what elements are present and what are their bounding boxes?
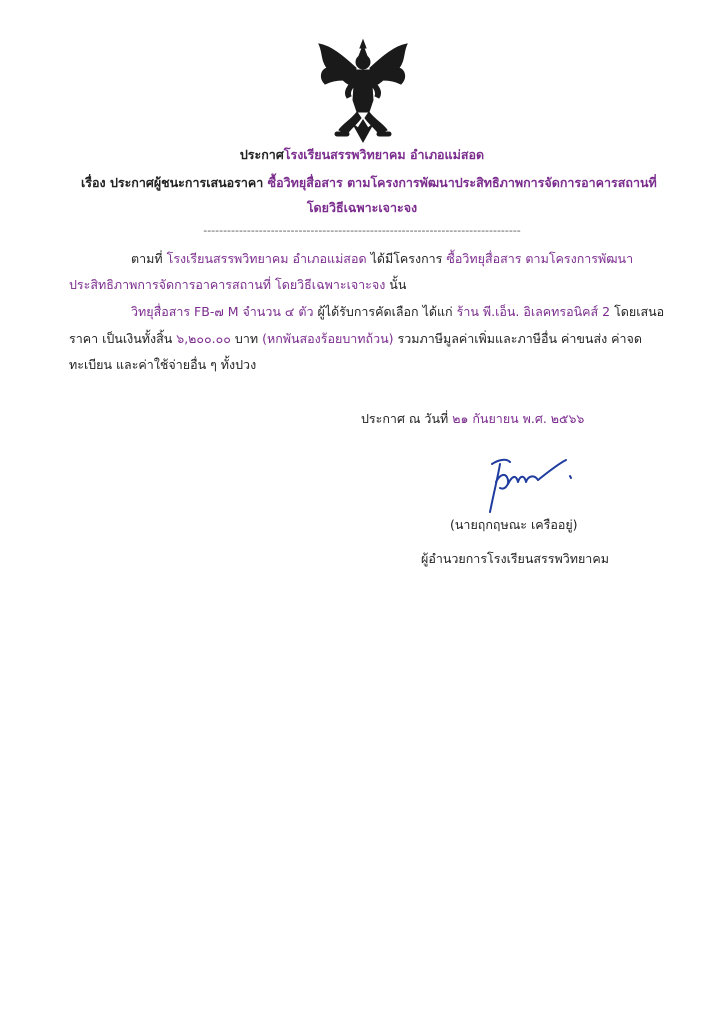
project-subject: ซื้อวิทยุสื่อสาร ตามโครงการพัฒนา: [446, 251, 634, 266]
item-description: วิทยุสื่อสาร FB-๗ M จำนวน ๔ ตัว: [131, 304, 314, 319]
subject-title: ซื้อวิทยุสื่อสาร ตามโครงการพัฒนาประสิทธิภาพการจัดการอาคารสถานที่: [267, 175, 657, 190]
text: ราคา เป็นเงินทั้งสิ้น: [69, 331, 173, 346]
text: บาท: [234, 331, 259, 346]
text: ได้มีโครงการ: [370, 251, 443, 266]
text: ผู้ได้รับการคัดเลือก ได้แก่: [317, 304, 453, 319]
paragraph-1-line-2: [69, 276, 406, 294]
header-line-1: [0, 146, 724, 164]
amount-in-words: (หกพันสองร้อยบาทถ้วน): [262, 331, 394, 346]
vendor-name: ร้าน พี.เอ็น. อิเลคทรอนิคส์ 2: [456, 304, 611, 319]
handwritten-signature-icon: [478, 452, 578, 516]
project-subject: ประสิทธิภาพการจัดการอาคารสถานที่ โดยวิธีเฉพาะเจาะจง: [69, 277, 386, 292]
subject-prefix: เรื่อง ประกาศผู้ชนะการเสนอราคา: [81, 175, 264, 190]
header-school-name: โรงเรียนสรรพวิทยาคม: [283, 147, 406, 162]
announcement-date-line: [361, 410, 584, 428]
signer-name: (นายฤกฤษณะ เครืออยู่): [450, 517, 578, 532]
header-prefix: ประกาศ: [239, 147, 284, 162]
text: รวมภาษีมูลค่าเพิ่มและภาษีอื่น ค่าขนส่ง ค่าจด: [397, 331, 642, 346]
header-district: อำเภอแม่สอด: [410, 147, 485, 162]
garuda-emblem-icon: [313, 38, 413, 144]
announcement-date: ๒๑ กันยายน พ.ศ. ๒๕๖๖: [452, 411, 585, 426]
paragraph-1-line-1: [131, 250, 633, 268]
paragraph-2-line-1: [131, 303, 664, 321]
header-line-2: [81, 174, 657, 192]
date-label: ประกาศ ณ วันที่: [361, 411, 449, 426]
paragraph-2-line-3: ทะเบียน และค่าใช้จ่ายอื่น ๆ ทั้งปวง: [69, 357, 257, 372]
text: ตามที่: [131, 251, 163, 266]
total-amount: ๖,๒๐๐.๐๐: [176, 331, 231, 346]
signer-title: ผู้อำนวยการโรงเรียนสรรพวิทยาคม: [421, 551, 609, 566]
header-line-3: โดยวิธีเฉพาะเจาะจง: [306, 200, 418, 215]
separator-line: --------------------------------------------------------------------------------: [203, 224, 521, 237]
school-name: โรงเรียนสรรพวิทยาคม อำเภอแม่สอด: [166, 251, 367, 266]
paragraph-2-line-2: [69, 330, 642, 348]
text: นั้น: [385, 277, 407, 292]
text: โดยเสนอ: [614, 304, 665, 319]
